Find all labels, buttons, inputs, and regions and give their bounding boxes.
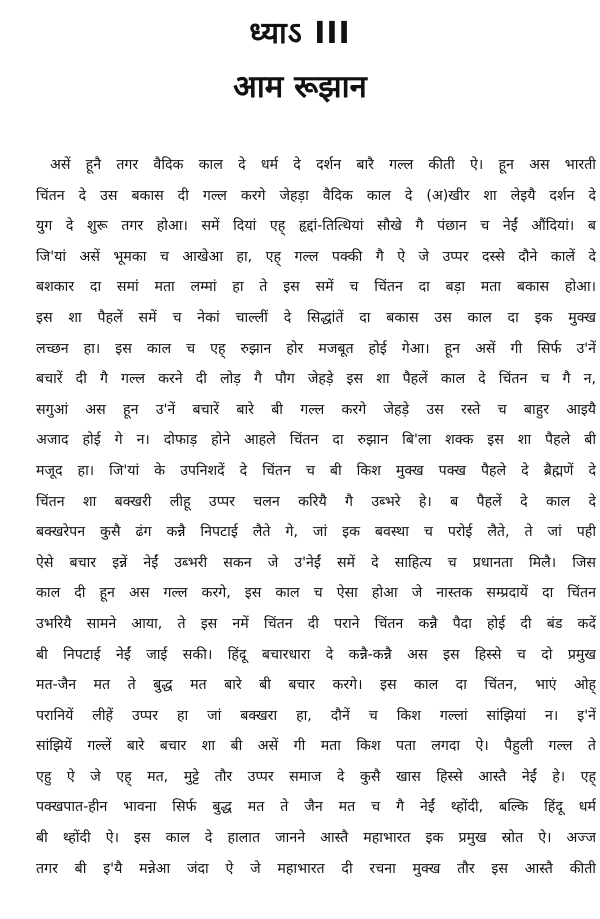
text-line: परानियें लीहें उप्पर हा जां बक्खरा हा, दौनें च किश गल्लां सांझियां न। इ'नें (36, 707, 596, 724)
text-line: लच्छन हा। इस काल च एह् रुझान होर मजबूत होई गेआ। हून असें गी सिर्फ उ'नें (36, 340, 596, 357)
text-line: चिंतन दे उस बकास दी गल्ल करगे जेहड़ा वैदिक काल दे (अ)खीर शा लेइयै दर्शन दे (36, 187, 596, 204)
body-text (36, 150, 596, 884)
text-line: काल दी हून अस गल्ल करगे, इस काल च ऐसा होआ जे नास्तक सम्प्रदायें दा चिंतन (36, 585, 596, 602)
chapter-title: आम रूझान (233, 69, 367, 105)
text-line: बक्खरेपन कुसै ढंग कन्नै निपटाई लैते गे, जां इक बवस्था च परोई लैते, ते जां पही (36, 524, 596, 541)
text-line: बचारें दी गै गल्ल करने दी लोड़ गै पौग जेहड़े इस शा पैहलें काल दे चिंतन च गै न, (36, 371, 596, 388)
text-line: युग दे शुरू तगर होआ। समें दियां एह् हृद्दां-तित्थियां सौखे गै पंछान च नेईं औंदियां। ब (36, 218, 596, 235)
text-line: पक्खपात-हीन भावना सिर्फ बुद्ध मत ते जैन मत च गै नेईं थ्होंदी, बल्कि हिंदू धर्म (36, 799, 596, 816)
text-line: उभरियै सामने आया, ते इस नमें चिंतन दी पराने चिंतन कन्नै पैदा होई दी बंड कदें (36, 615, 596, 632)
text-line: ऐसे बचार इन्नें नेईं उब्भरी सकन जे उ'नेईं समें दे साहित्य च प्रधानता मिलै। जिस (36, 554, 596, 571)
text-line: जि'यां असें भूमका च आखेआ हा, एह् गल्ल पक्की गै ऐ जे उप्पर दस्से दौने कालें दे (36, 248, 596, 265)
text-line: सांझियें गल्लें बारे बचार शा बी असें गी मता किश पता लगदा ऐ। पैहुली गल्ल ते (36, 738, 596, 755)
text-line: बी निपटाई नेईं जाई सकी। हिंदू बचारधारा दे कन्नै-कन्नै अस इस हिस्से च दो प्रमुख (36, 646, 596, 663)
text-line: मजूद हा। जि'यां के उपनिशदें दे चिंतन च बी किश मुक्ख पक्ख पैहले दे ब्रैह्मणें दे (36, 462, 596, 479)
text-line: चिंतन शा बक्खरी लीहू उप्पर चलन करियै गै उब्भरे हे। ब पैहलें दे काल दे (36, 493, 596, 510)
text-line: इस शा पैहलें समें च नेकां चाल्लीं दे सिद्धांतें दा बकास उस काल दा इक मुक्ख (36, 309, 596, 326)
chapter-number: ध्याऽ III (249, 16, 351, 51)
text-line: तगर बी इ'यै मन्नेआ जंदा ऐ जे महाभारत दी रचना मुक्ख तौर इस आस्तै कीती (36, 860, 596, 877)
text-line: बी थ्होंदी ऐ। इस काल दे हालात जानने आस्तै महाभारत इक प्रमुख स्रोत ऐ। अज्ज (36, 830, 596, 847)
text-line: मत-जैन मत ते बुद्ध मत बारे बी बचार करगे। इस काल दा चिंतन, भाएं ओह् (36, 677, 596, 694)
text-line: एहु ऐ जे एह् मत, मुट्टे तौर उप्पर समाज दे कुसै खास हिस्से आस्तै नेईं हे। एह् (36, 768, 596, 785)
text-line: अजाद होई गे न। दोफाड़ होने आहले चिंतन दा रुझान बि'ला शक्क इस शा पैहले बी (36, 432, 596, 449)
text-line: बशकार दा समां मता लम्मां हा ते इस समें च चिंतन दा बड़ा मता बकास होआ। (36, 279, 596, 296)
text-line: सगुआं अस हून उ'नें बचारें बारे बी गल्ल करगे जेहड़े उस रस्ते च बाहुर आइयै (36, 401, 596, 418)
text-line: असें हूनै तगर वैदिक काल दे धर्म दे दर्शन बारै गल्ल कीती ऐ। हून अस भारती (50, 157, 596, 173)
